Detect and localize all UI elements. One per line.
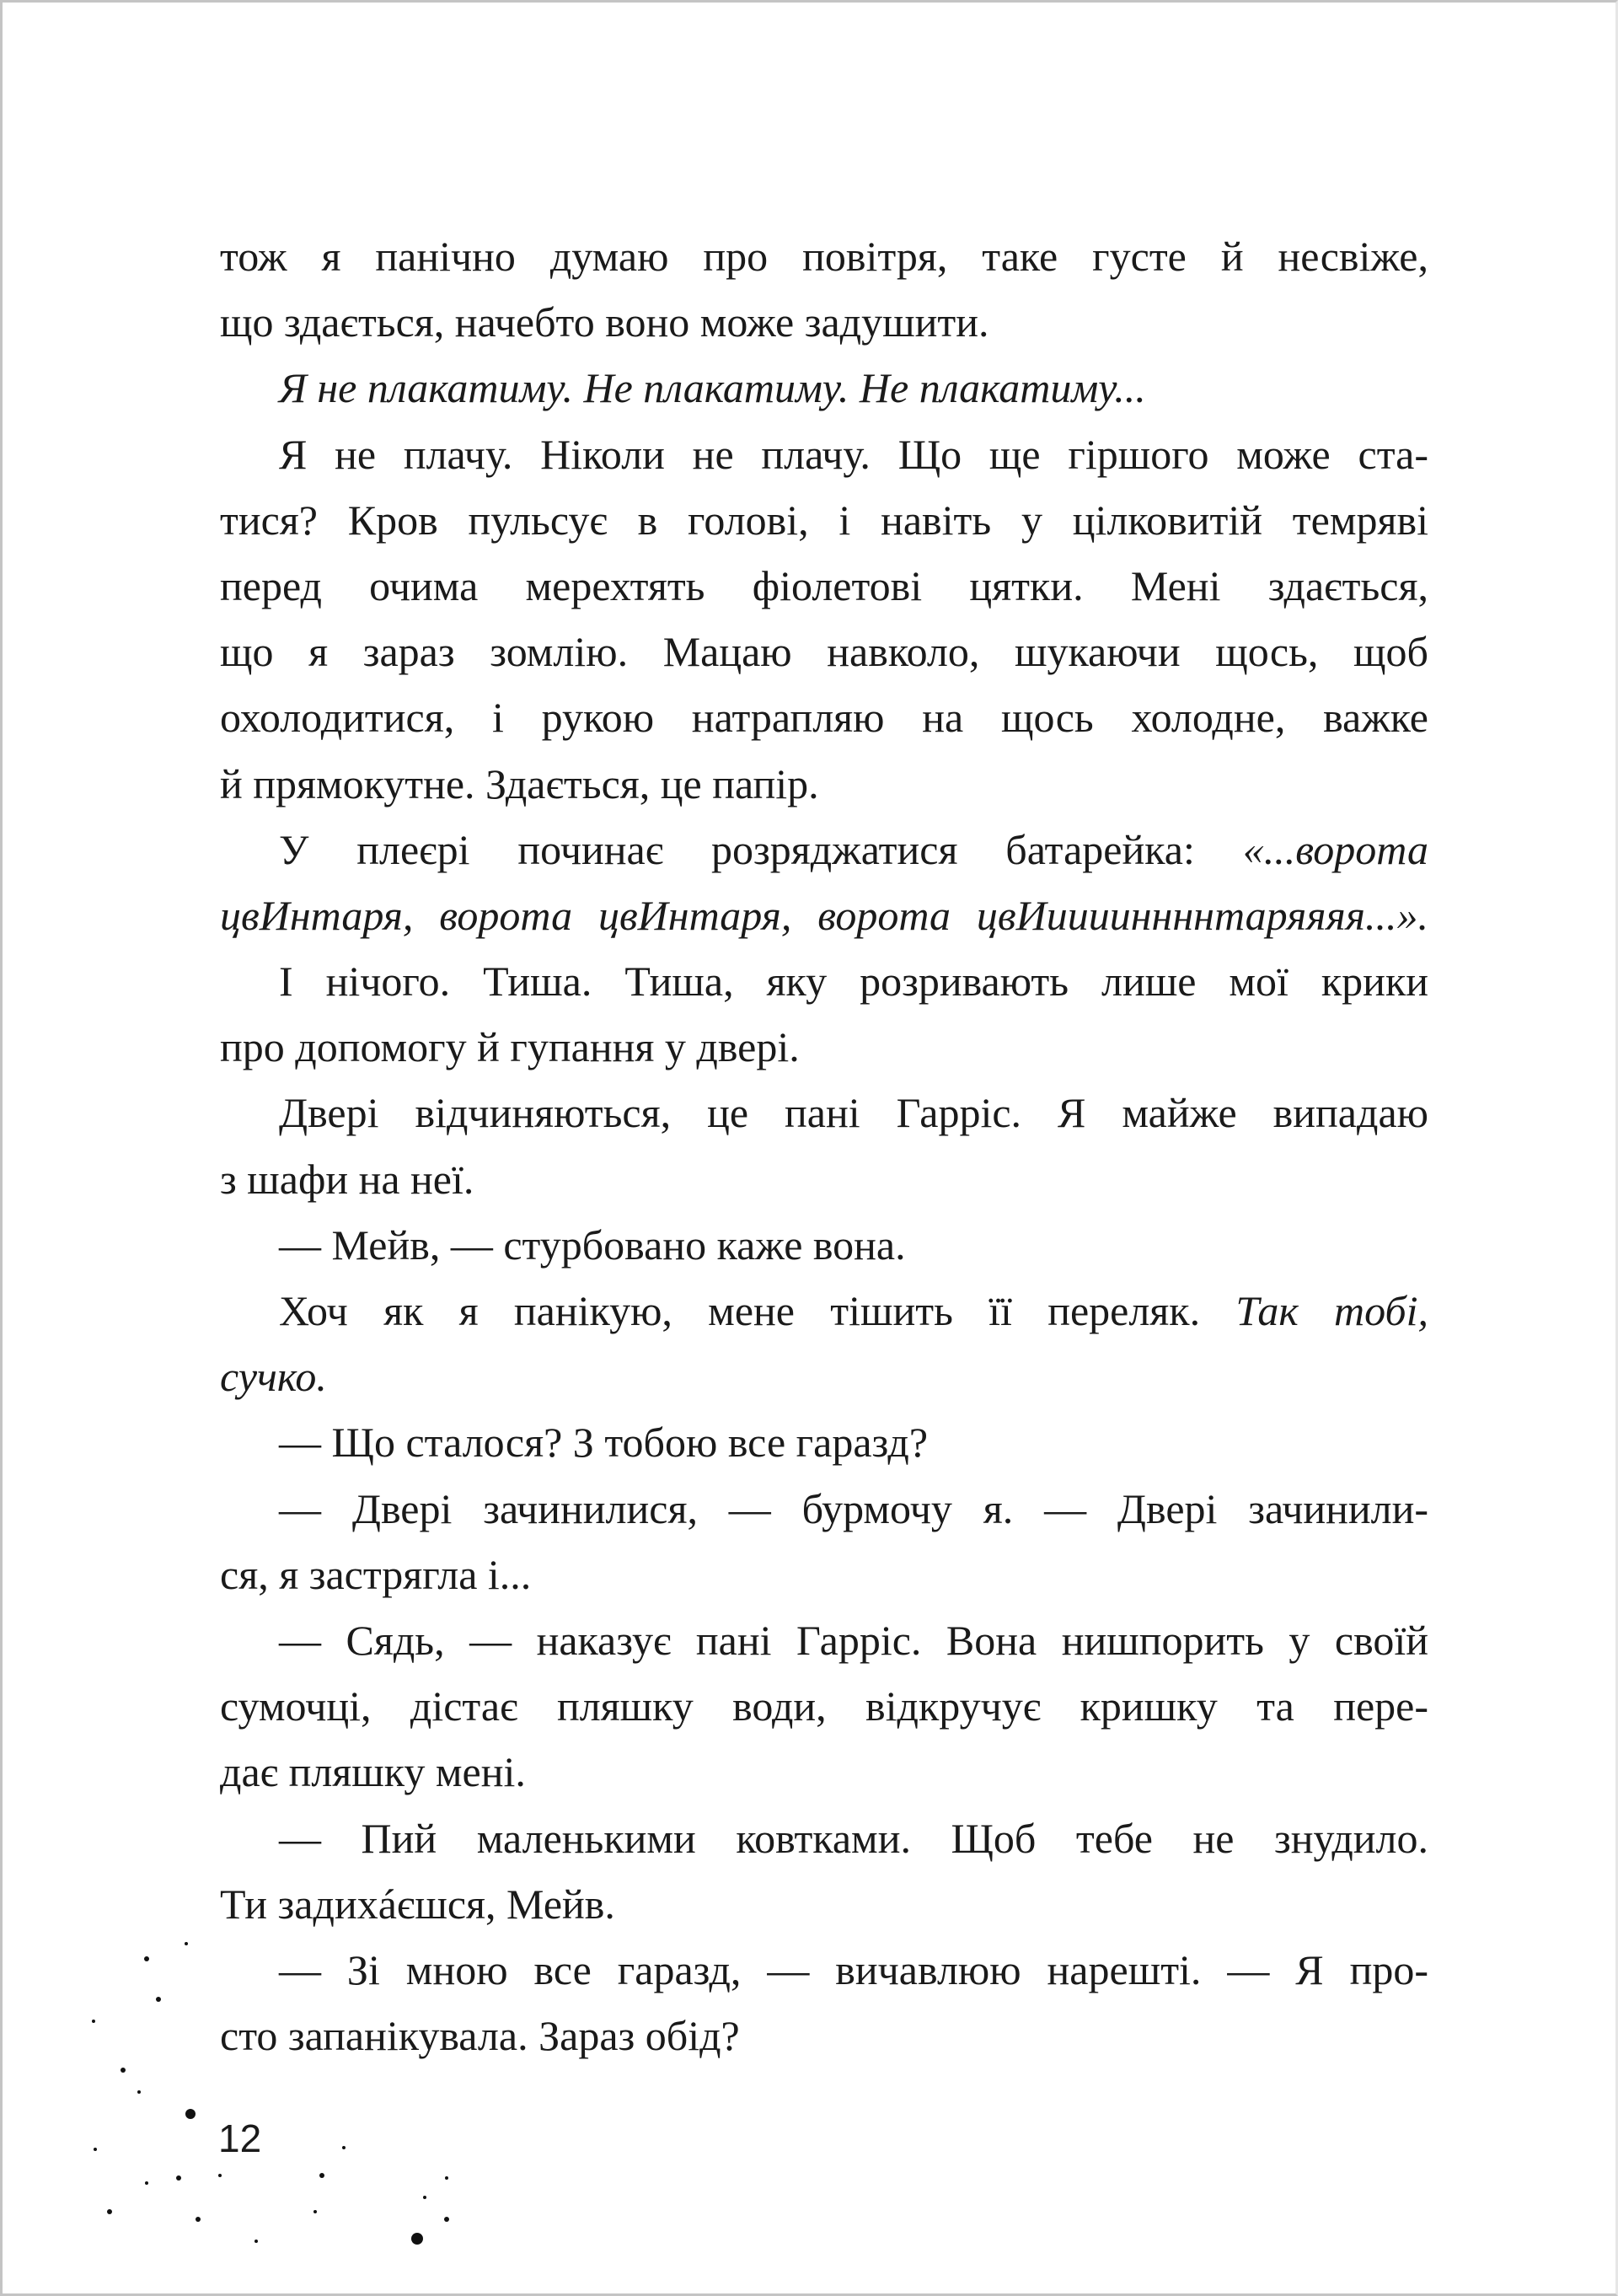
text-segment: сто запанікувала. Зараз обід? <box>220 2012 740 2060</box>
dot <box>218 2174 222 2177</box>
dot <box>319 2173 324 2178</box>
dot <box>92 2020 95 2023</box>
italic-text-segment: Я не плакатиму. Не плакатиму. Не плакатиму... <box>279 364 1146 412</box>
dot <box>185 2109 196 2119</box>
dot <box>445 2176 448 2180</box>
italic-text-segment: сучко. <box>220 1353 327 1401</box>
dot <box>196 2217 201 2222</box>
text-segment: Двері відчиняються, це пані Гарріс. Я майже випадаю <box>279 1089 1428 1137</box>
text-segment: тож я панічно думаю про повітря, таке густе й несвіже, <box>220 233 1428 280</box>
text-segment: перед очима мерехтять фіолетові цятки. Мені здається, <box>220 561 1428 609</box>
dot <box>121 2068 126 2073</box>
text-segment: що я зараз зомлію. Мацаю навколо, шукаючи щось, щоб <box>220 628 1428 676</box>
text-segment: охолодитися, і рукою натрапляю на щось холодне, важке <box>220 694 1428 742</box>
text-segment: тися? Кров пульсує в голові, і навіть у цілковитій темряві <box>220 496 1428 544</box>
dot <box>107 2209 112 2214</box>
text-segment: — Пий маленькими ковтками. Щоб тебе не знудило. <box>279 1814 1428 1862</box>
text-segment: й прямокутне. Здається, це папір. <box>220 759 819 807</box>
dot <box>137 2090 141 2094</box>
text-segment: Ти задихáєшся, Мейв. <box>220 1880 615 1928</box>
dot <box>185 1942 188 1945</box>
dot <box>144 1956 149 1961</box>
dot <box>156 1997 161 2002</box>
dot <box>411 2233 423 2245</box>
dot <box>254 2240 258 2243</box>
text-segment: дає пляшку мені. <box>220 1748 526 1796</box>
text-segment: ся, я застрягла і... <box>220 1550 532 1598</box>
text-segment: з шафи на неї. <box>220 1155 474 1203</box>
dot <box>313 2210 317 2213</box>
text-segment: — Зі мною все гаразд, — вичавлюю нарешті. — Я про- <box>279 1945 1428 1993</box>
text-segment: Хоч як я панікую, мене тішить її переляк. <box>279 1287 1236 1334</box>
text-segment: — Сядь, — наказує пані Гарріс. Вона нишпорить у своїй <box>279 1616 1428 1664</box>
dot <box>176 2175 181 2181</box>
dot <box>444 2217 449 2222</box>
text-segment: Я не плачу. Ніколи не плачу. Що ще гіршого може ста- <box>279 430 1428 478</box>
text-segment: про допомогу й гупання у двері. <box>220 1023 800 1071</box>
text-segment: — Двері зачинилися, — бурмочу я. — Двері зачинили- <box>279 1484 1428 1532</box>
italic-text-segment: Так тобі, <box>1235 1287 1428 1334</box>
dot <box>423 2196 426 2199</box>
text-segment: У плеєрі починає розряджатися батарейка: <box>279 825 1243 873</box>
text-segment: І нічого. Тиша. Тиша, яку розривають лише мої крики <box>279 958 1428 1006</box>
dot <box>145 2181 148 2185</box>
dot <box>342 2146 346 2149</box>
italic-text-segment: «...ворота <box>1242 825 1428 873</box>
text-segment: що здається, начебто воно може задушити. <box>220 298 989 346</box>
text-segment: — Що сталося? З тобою все гаразд? <box>279 1419 929 1467</box>
dot <box>94 2148 97 2151</box>
text-segment: — Мейв, — стурбовано каже вона. <box>279 1220 906 1269</box>
page-number: 12 <box>218 2116 262 2160</box>
italic-text-segment: цвИнтаря, ворота цвИнтаря, ворота цвИииииннннтаряяяя...». <box>220 891 1428 939</box>
text-segment: сумочці, дістає пляшку води, відкручує кришку та пере- <box>220 1682 1428 1730</box>
